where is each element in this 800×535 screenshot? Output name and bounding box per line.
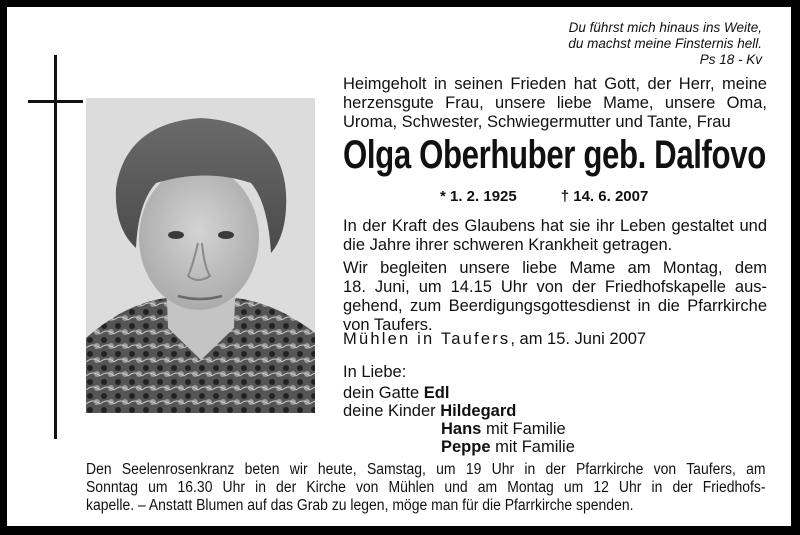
footer-line: Sonntag um 16.30 Uhr in der Kirche von Mühlen und am Montag um 12 Uhr in der Friedhofs-: [86, 479, 766, 496]
signature-row: [343, 420, 575, 438]
footer-line: Den Seelenrosenkranz beten wir heute, Samstag, um 19 Uhr in der Pfarrkirche von Taufers, am: [86, 461, 766, 478]
paragraph-line: die Jahre ihrer schweren Krankheit getragen.: [343, 236, 673, 254]
signature-row: [343, 384, 575, 402]
signer-name: Hildegard: [440, 402, 517, 420]
birth-date: * 1. 2. 1925: [440, 188, 517, 205]
psalm-line: Du führst mich hinaus ins Weite,: [568, 20, 762, 35]
paragraph-line: 18. Juni, um 14.15 Uhr von der Friedhofskapelle aus-: [343, 278, 767, 296]
intro-text: [343, 75, 767, 132]
signer-suffix: mit Familie: [481, 420, 566, 438]
signer-name: Peppe: [441, 438, 491, 456]
psalm-line: du machst meine Finsternis hell.: [568, 36, 762, 51]
signer-name: Edl: [423, 384, 450, 402]
footer-line: kapelle. – Anstatt Blumen auf das Grab zu legen, möge man für die Pfarrkirche spenden.: [86, 497, 634, 514]
intro-line: herzensgute Frau, unsere liebe Mame, unsere Oma,: [343, 94, 767, 112]
place-and-date: [343, 330, 646, 349]
paragraph-line: In der Kraft des Glaubens hat sie ihr Leben gestaltet und: [343, 217, 767, 235]
signatures-heading: In Liebe:: [343, 363, 407, 381]
relation: dein Gatte: [343, 384, 424, 402]
signature-row: [343, 438, 575, 456]
psalm-reference: Ps 18 - Kv: [699, 52, 762, 67]
place: Mühlen in Taufers: [343, 330, 511, 348]
relation: deine Kinder: [343, 402, 441, 420]
death-date: † 14. 6. 2007: [560, 188, 649, 205]
paragraph-line: von Taufers.: [343, 316, 433, 334]
life-dates: [440, 188, 648, 205]
paragraph-line: gehend, zum Beerdigungsgottesdienst in die Pfarrkirche: [343, 297, 767, 315]
faith-paragraph: [343, 217, 767, 255]
signer-name: Hans: [441, 420, 482, 438]
psalm-quote: [568, 20, 762, 68]
cross-icon-horizontal: [28, 100, 83, 103]
funeral-paragraph: [343, 259, 767, 335]
portrait-illustration: [86, 98, 315, 413]
portrait-photo: [86, 98, 315, 413]
intro-line: Heimgeholt in seinen Frieden hat Gott, der Herr, meine: [343, 75, 767, 93]
date: , am 15. Juni 2007: [510, 330, 647, 348]
footer-notice: [86, 461, 766, 515]
paragraph-line: Wir begleiten unsere liebe Mame am Montag, dem: [343, 259, 767, 277]
signature-row: [343, 402, 575, 420]
signatures: [343, 363, 575, 456]
intro-line: Uroma, Schwester, Schwiegermutter und Tante, Frau: [343, 113, 731, 131]
signer-suffix: mit Familie: [490, 438, 575, 456]
deceased-name: Olga Oberhuber geb. Dalfovo: [343, 133, 766, 177]
cross-icon-vertical: [54, 55, 57, 439]
